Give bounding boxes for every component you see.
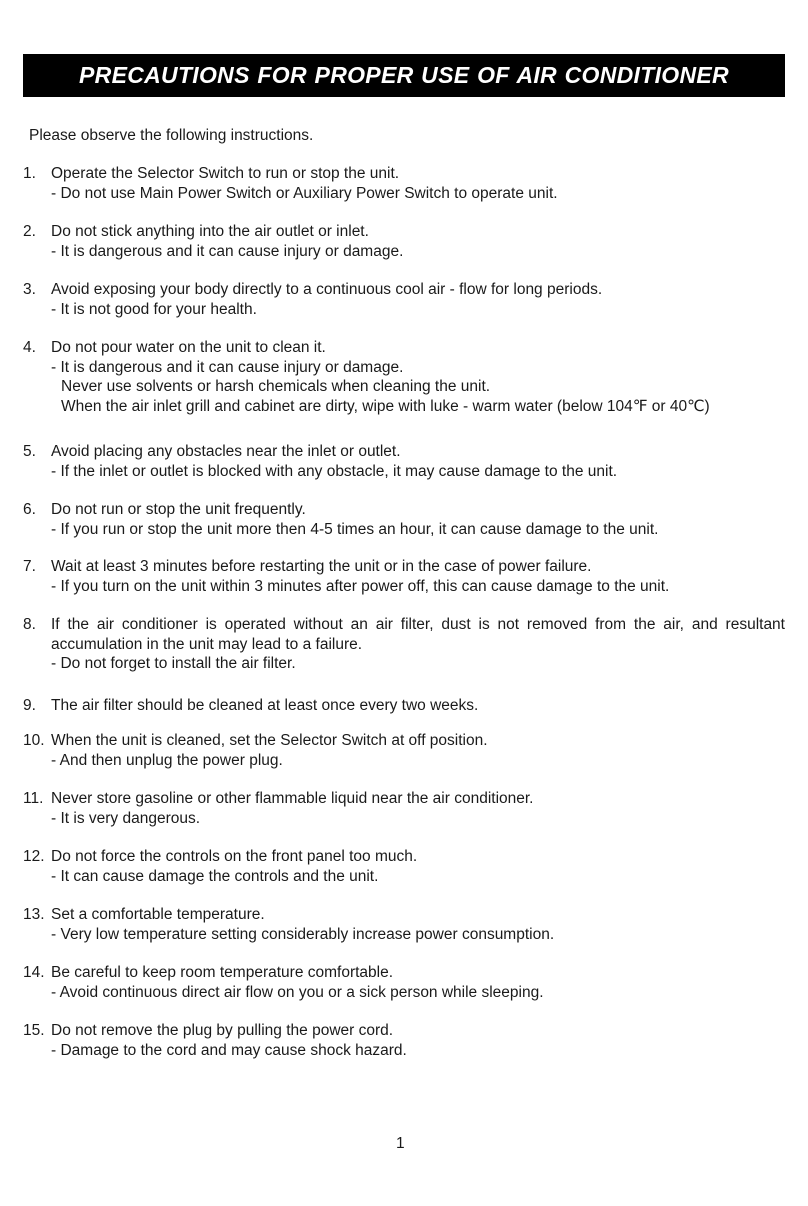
item-note: - It is very dangerous. <box>51 809 201 827</box>
item-text: Operate the Selector Switch to run or stop the unit. <box>51 165 400 182</box>
item-text: Do not pour water on the unit to clean it. <box>51 339 326 356</box>
item-text: Avoid placing any obstacles near the inlet or outlet. <box>51 443 401 460</box>
item-note: - If the inlet or outlet is blocked with any obstacle, it may cause damage to the unit. <box>51 462 618 480</box>
item-note: - If you turn on the unit within 3 minutes after power off, this can cause damage to the unit. <box>51 577 670 595</box>
item-number: 3. <box>23 281 36 298</box>
item-number: 5. <box>23 443 36 460</box>
item-text: Do not remove the plug by pulling the power cord. <box>51 1022 394 1039</box>
item-note: - It is not good for your health. <box>51 300 257 318</box>
list-item <box>23 442 785 481</box>
item-text: The air filter should be cleaned at least once every two weeks. <box>51 697 479 714</box>
item-note: - Do not use Main Power Switch or Auxiliary Power Switch to operate unit. <box>51 184 558 202</box>
item-number: 15. <box>23 1022 45 1039</box>
item-text: Be careful to keep room temperature comfortable. <box>51 964 394 981</box>
item-number: 12. <box>23 848 45 865</box>
item-number: 2. <box>23 223 36 240</box>
item-text: When the unit is cleaned, set the Selector Switch at off position. <box>51 732 488 749</box>
page-number: 1 <box>396 1135 405 1152</box>
item-note: Never use solvents or harsh chemicals when cleaning the unit. <box>61 378 491 395</box>
list-item <box>23 1021 785 1060</box>
list-item <box>23 500 785 539</box>
item-number: 14. <box>23 964 45 981</box>
item-number: 1. <box>23 165 36 182</box>
list-item <box>23 905 785 944</box>
item-number: 10. <box>23 732 45 749</box>
list-item <box>23 963 785 1002</box>
list-item <box>23 696 785 716</box>
item-text: Do not stick anything into the air outlet or inlet. <box>51 223 369 240</box>
list-item <box>23 731 785 770</box>
item-text: Never store gasoline or other flammable liquid near the air conditioner. <box>51 790 534 807</box>
item-number: 13. <box>23 906 45 923</box>
item-number: 11. <box>23 790 44 807</box>
item-note: - It is dangerous and it can cause injury or damage. <box>51 358 404 376</box>
list-item <box>23 847 785 886</box>
list-item <box>23 615 785 674</box>
item-note: - And then unplug the power plug. <box>51 751 283 769</box>
item-number: 7. <box>23 558 36 575</box>
item-number: 4. <box>23 339 36 356</box>
item-text: Set a comfortable temperature. <box>51 906 265 923</box>
list-item <box>23 222 785 261</box>
list-item <box>23 338 785 416</box>
item-number: 6. <box>23 501 36 518</box>
item-note: When the air inlet grill and cabinet are dirty, wipe with luke - warm water (below 104℉ or 40℃) <box>61 397 710 415</box>
item-text: If the air conditioner is operated without an air filter, dust is not removed from the air, and resultant <box>51 616 785 633</box>
intro-text: Please observe the following instructions. <box>29 127 314 144</box>
item-number: 8. <box>23 616 36 633</box>
item-text: Avoid exposing your body directly to a continuous cool air - flow for long periods. <box>51 281 603 298</box>
item-text: accumulation in the unit may lead to a failure. <box>51 635 363 653</box>
item-text: Do not run or stop the unit frequently. <box>51 501 306 518</box>
item-text: Wait at least 3 minutes before restarting the unit or in the case of power failure. <box>51 558 592 575</box>
list-item <box>23 557 785 596</box>
item-text: Do not force the controls on the front panel too much. <box>51 848 418 865</box>
item-number: 9. <box>23 697 36 714</box>
item-note: - Do not forget to install the air filter. <box>51 655 296 672</box>
page-title: PRECAUTIONS FOR PROPER USE OF AIR CONDITIONER <box>23 54 785 97</box>
item-note: - Avoid continuous direct air flow on you or a sick person while sleeping. <box>51 983 544 1001</box>
item-note: - It can cause damage the controls and the unit. <box>51 867 379 885</box>
list-item <box>23 164 785 203</box>
list-item <box>23 280 785 319</box>
item-note: - It is dangerous and it can cause injury or damage. <box>51 242 404 260</box>
list-item <box>23 789 785 828</box>
item-note: - Very low temperature setting considerably increase power consumption. <box>51 925 555 943</box>
item-note: - Damage to the cord and may cause shock hazard. <box>51 1041 407 1059</box>
item-note: - If you run or stop the unit more then 4-5 times an hour, it can cause damage to the unit. <box>51 520 659 538</box>
